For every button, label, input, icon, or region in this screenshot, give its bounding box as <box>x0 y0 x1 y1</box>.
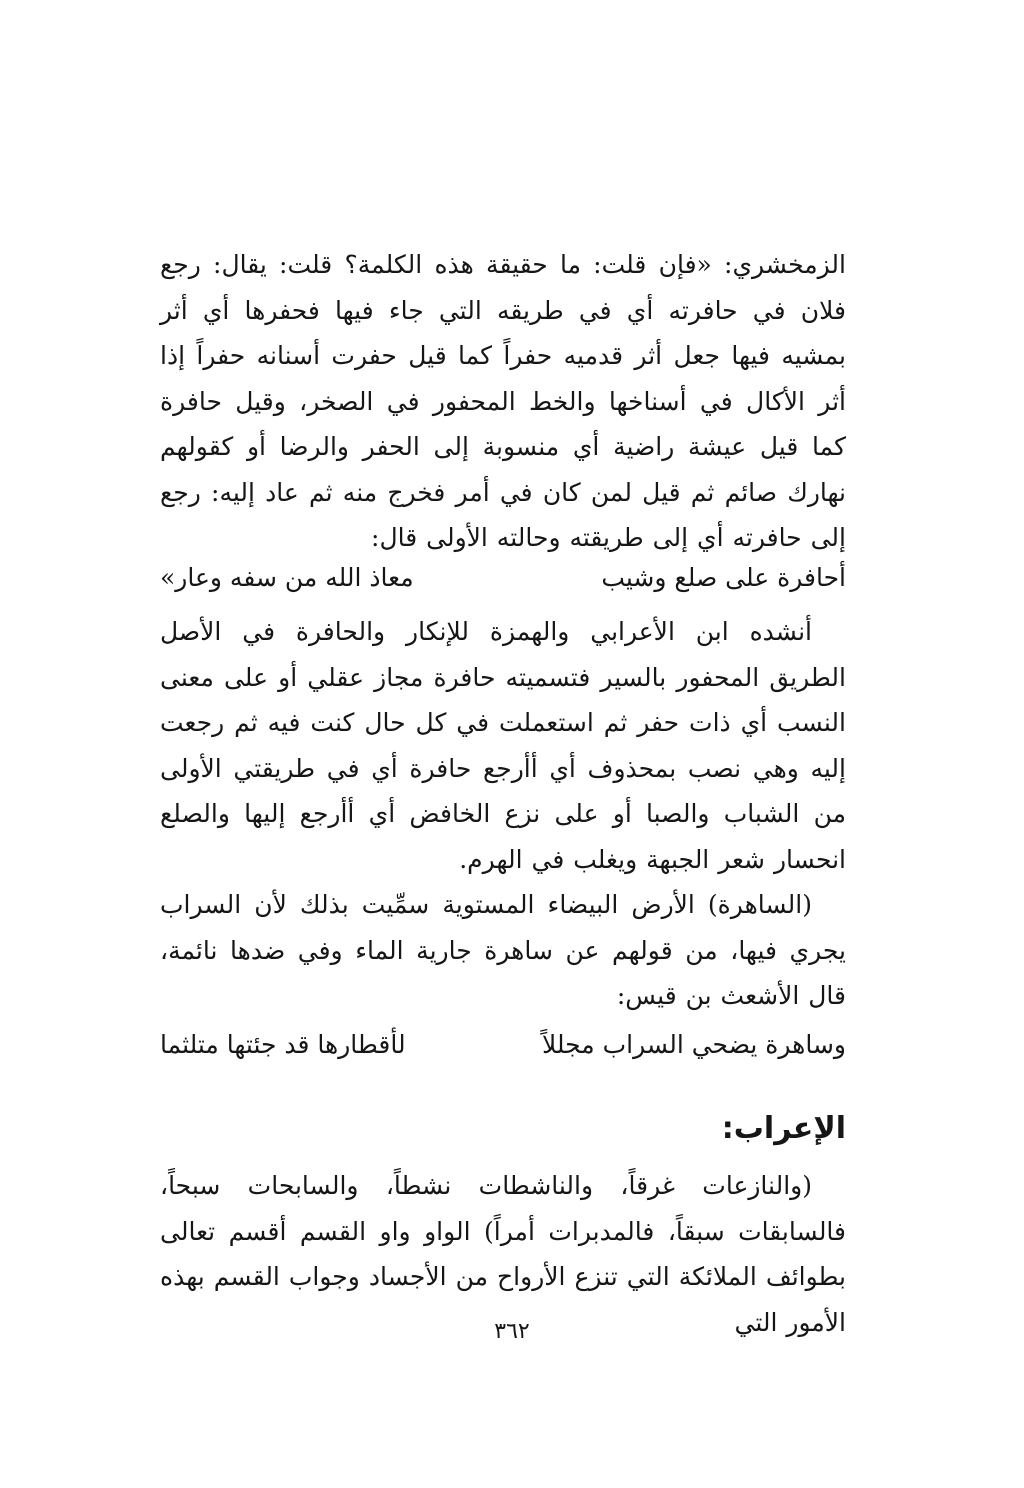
anshadahu-paragraph: أنشده ابن الأعرابي والهمزة للإنكار والحافرة في الأصل الطريق المحفور بالسير فتسميته حافرة مجاز عقلي أو على معنى النسب أي ذات حفر ثم استعملت في كل حال كنت فيه ثم رجعت إليه وهي نصب بمحذوف أي أأرجع حافرة أي في طريقتي الأولى من الشباب والصبا أو على نزع الخافض أي أأرجع إليها والصلع انحسار شعر الجبهة ويغلب في الهرم. <box>160 617 846 874</box>
page-number: ٣٦٢ <box>494 1319 530 1344</box>
verse-2-second-hemistich: لأقطارها قد جئتها متلثما <box>160 1030 406 1059</box>
zamakhshari-paragraph: الزمخشري: «فإن قلت: ما حقيقة هذه الكلمة؟ قلت: يقال: رجع فلان في حافرته أي في طريقه التي جاء فيها فحفرها أي أثر بمشيه فيها جعل أثر قدميه حفراً كما قيل حفرت أسنانه حفراً إذا أثر الأكال في أسناخها والخط المحفور في الصخر، وقيل حافرة كما قيل عيشة راضية أي منسوبة إلى الحفر والرضا أو كقولهم نهارك صائم ثم قيل لمن كان في أمر فخرج منه ثم عاد إليه: رجع إلى حافرته أي إلى طريقته وحالته الأولى قال: <box>160 250 846 552</box>
irab-paragraph: (والنازعات غرقاً، والناشطات نشطاً، والسابحات سبحاً، فالسابقات سبقاً، فالمدبرات أمراً) الواو واو القسم أقسم تعالى بطوائف الملائكة التي تنزع الأرواح من الأجساد وجواب القسم بهذه الأمور التي <box>160 1171 846 1337</box>
verse-line-2 <box>160 1023 846 1067</box>
verse-2-first-hemistich: وساهرة يضحي السراب مجللاً <box>541 1030 846 1059</box>
verse-1-first-hemistich: أحافرة على صلع وشيب <box>601 563 846 592</box>
irab-heading: الإعراب: <box>721 1111 846 1146</box>
sahira-paragraph: (الساهرة) الأرض البيضاء المستوية سمِّيت بذلك لأن السراب يجري فيها، من قولهم عن ساهرة جارية الماء وفي ضدها نائمة، قال الأشعث بن قيس: <box>160 890 846 1010</box>
verse-line-1 <box>160 556 846 600</box>
verse-1-second-hemistich: معاذ الله من سفه وعار» <box>160 563 414 592</box>
